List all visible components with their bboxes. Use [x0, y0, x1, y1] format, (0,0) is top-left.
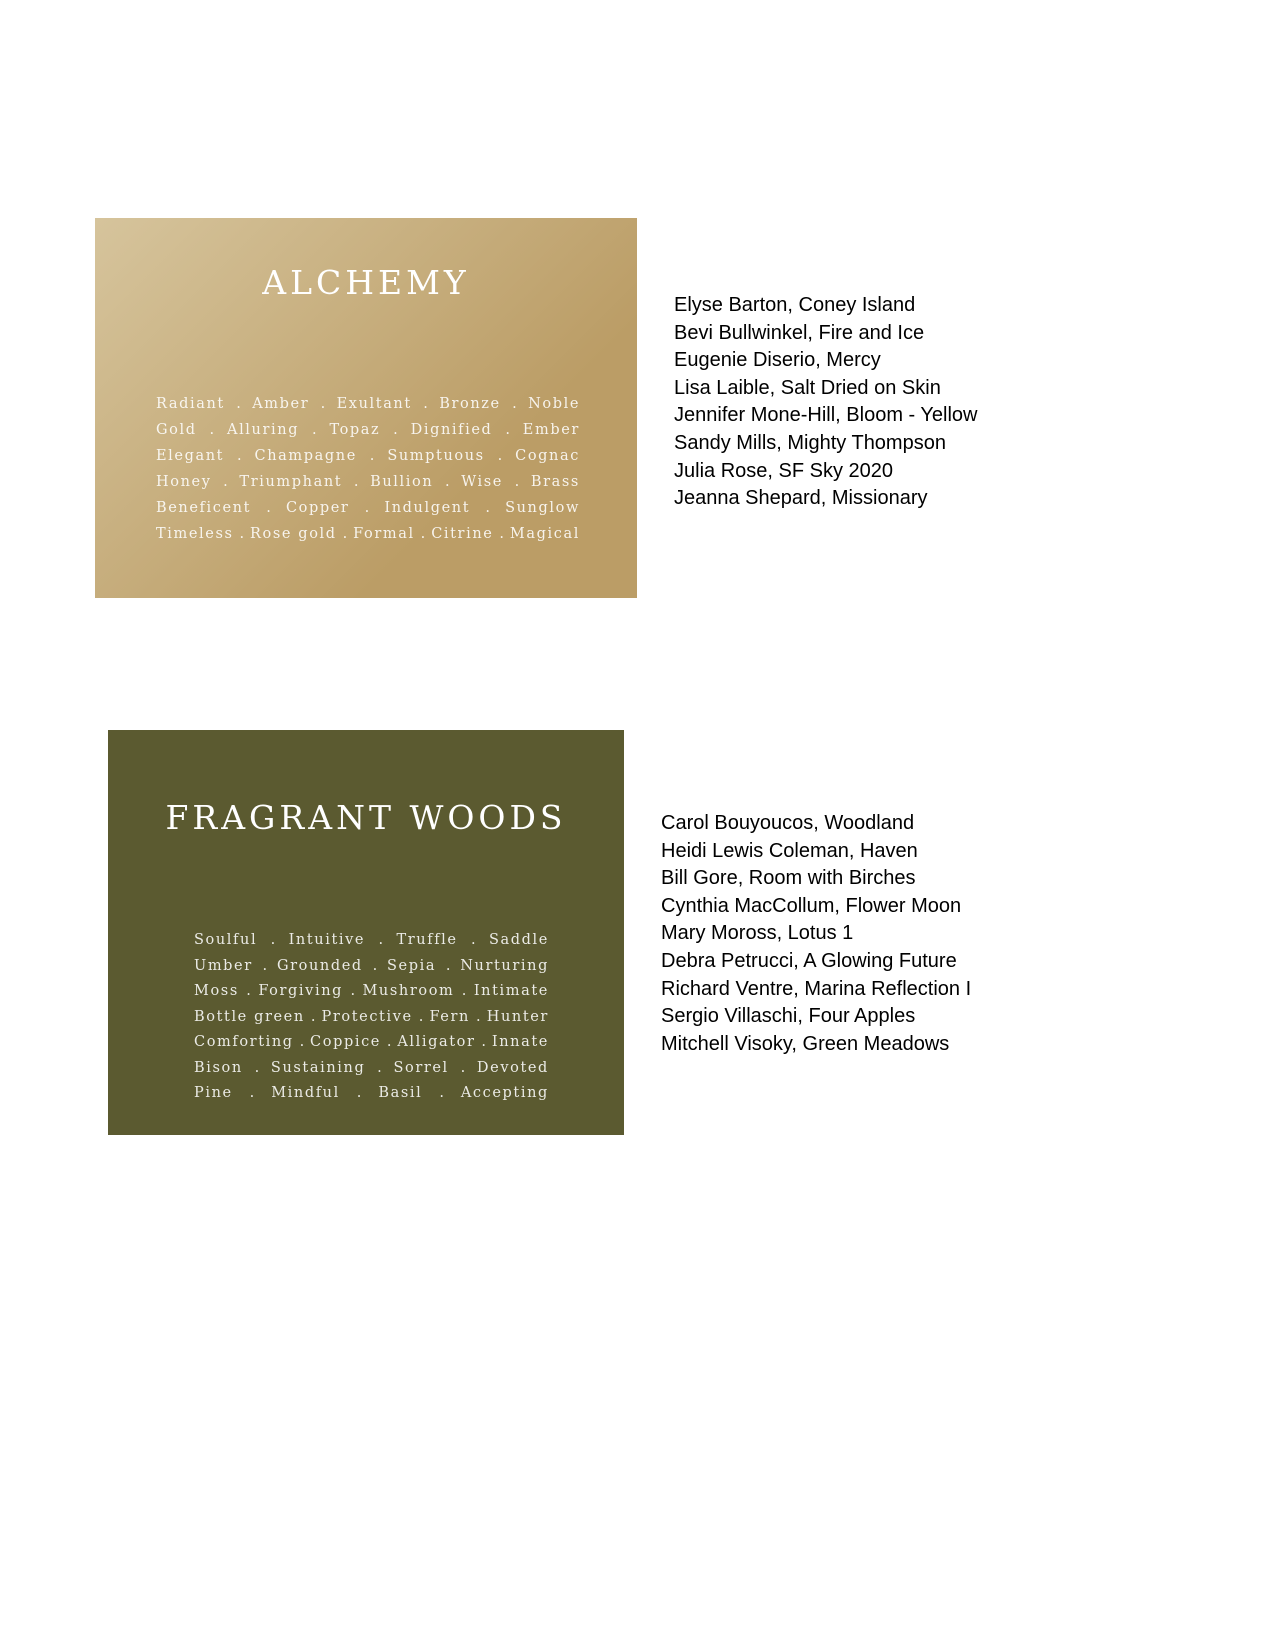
- word-separator: .: [320, 396, 326, 412]
- swatch-word: Amber: [252, 396, 310, 412]
- word-separator: .: [439, 1085, 444, 1101]
- swatch-word: Elegant: [156, 448, 225, 464]
- swatch-word: Nurturing: [460, 957, 549, 974]
- word-line: [194, 1034, 549, 1060]
- word-separator: .: [393, 422, 398, 438]
- swatch-word: Truffle: [396, 932, 458, 948]
- swatch-word: Topaz: [329, 422, 381, 438]
- swatch-word: Bronze: [439, 396, 501, 412]
- word-separator: .: [512, 396, 517, 412]
- swatch-word: Forgiving: [258, 983, 344, 999]
- word-separator: .: [350, 983, 356, 999]
- alchemy-word-list: [156, 396, 580, 552]
- swatch-word: Sumptuous: [387, 448, 485, 464]
- swatch-word: Coppice: [310, 1034, 381, 1050]
- swatch-word: Soulful: [194, 932, 258, 948]
- swatch-word: Protective: [321, 1008, 413, 1025]
- swatch-word: Sorrel: [393, 1059, 449, 1076]
- fragrant-woods-title: FRAGRANT WOODS: [165, 798, 567, 837]
- word-line: [194, 1009, 549, 1035]
- word-separator: .: [485, 500, 490, 516]
- word-separator: .: [418, 1008, 424, 1025]
- artist-entry: Cynthia MacCollum, Flower Moon: [661, 894, 962, 917]
- word-separator: .: [378, 932, 384, 948]
- swatch-word: Umber: [194, 957, 253, 974]
- word-separator: .: [505, 422, 510, 438]
- swatch-word: Honey: [156, 474, 212, 490]
- word-separator: .: [497, 448, 503, 464]
- word-separator: .: [470, 932, 476, 948]
- word-line: [194, 1085, 549, 1111]
- word-line: [156, 396, 580, 422]
- word-line: [156, 474, 580, 500]
- swatch-word: Indulgent: [384, 500, 471, 516]
- swatch-word: Radiant: [156, 396, 225, 412]
- fragrant-woods-word-list: [194, 932, 549, 1111]
- artist-entry: Richard Ventre, Marina Reflection I: [661, 977, 972, 1000]
- swatch-word: Noble: [528, 396, 580, 412]
- artist-entry: Sergio Villaschi, Four Apples: [661, 1005, 916, 1028]
- swatch-word: Pine: [194, 1085, 233, 1101]
- swatch-word: Rose gold: [250, 526, 337, 542]
- swatch-word: Intimate: [473, 983, 549, 999]
- word-separator: .: [444, 474, 450, 490]
- artist-entry: Bill Gore, Room with Birches: [661, 867, 916, 890]
- word-separator: .: [460, 1059, 466, 1076]
- word-separator: .: [377, 1059, 382, 1076]
- swatch-word: Moss: [194, 983, 239, 999]
- swatch-word: Grounded: [276, 957, 363, 974]
- word-line: [156, 448, 580, 474]
- swatch-word: Cognac: [515, 448, 580, 464]
- artist-entry: Lisa Laible, Salt Dried on Skin: [674, 376, 941, 399]
- word-separator: .: [236, 396, 241, 412]
- artist-entry: Elyse Barton, Coney Island: [674, 294, 916, 316]
- word-separator: .: [353, 474, 359, 490]
- artist-entry: Jeanna Shepard, Missionary: [674, 487, 928, 510]
- word-separator: .: [223, 474, 228, 490]
- word-separator: .: [369, 448, 375, 464]
- artist-entry: Jennifer Mone-Hill, Bloom - Yellow: [674, 404, 978, 427]
- swatch-word: Formal: [353, 526, 415, 542]
- artist-entry: Mary Moross, Lotus 1: [661, 922, 854, 945]
- swatch-word: Citrine: [431, 526, 494, 542]
- word-separator: .: [270, 932, 276, 948]
- swatch-word: Brass: [530, 474, 580, 490]
- word-separator: .: [499, 526, 504, 542]
- word-separator: .: [249, 1085, 255, 1101]
- artist-entry: Sandy Mills, Mighty Thompson: [674, 431, 946, 454]
- swatch-word: Timeless: [156, 526, 234, 542]
- swatch-word: Mushroom: [362, 983, 455, 999]
- swatch-word: Exultant: [336, 396, 412, 412]
- word-separator: .: [299, 1034, 305, 1050]
- artist-entry: Heidi Lewis Coleman, Haven: [661, 839, 918, 862]
- artist-entry: Eugenie Diserio, Mercy: [674, 349, 881, 372]
- swatch-word: Bullion: [370, 474, 434, 490]
- swatch-word: Magical: [509, 526, 580, 542]
- word-separator: .: [209, 422, 215, 438]
- artist-entry: Carol Bouyoucos, Woodland: [661, 812, 915, 834]
- word-separator: .: [356, 1085, 362, 1101]
- word-separator: .: [237, 448, 242, 464]
- swatch-word: Champagne: [254, 448, 357, 464]
- word-separator: .: [481, 1034, 487, 1050]
- swatch-word: Intuitive: [288, 932, 366, 948]
- word-separator: .: [445, 957, 451, 974]
- swatch-word: Gold: [156, 422, 197, 438]
- word-line: [156, 500, 580, 526]
- swatch-word: Mindful: [271, 1085, 340, 1101]
- swatch-word: Alluring: [227, 422, 300, 438]
- word-separator: .: [364, 500, 370, 516]
- word-separator: .: [239, 526, 245, 542]
- swatch-word: Basil: [378, 1085, 423, 1101]
- artist-entry: Debra Petrucci, A Glowing Future: [661, 949, 957, 972]
- word-separator: .: [311, 422, 317, 438]
- word-separator: .: [372, 957, 378, 974]
- word-line: [194, 1060, 549, 1086]
- word-separator: .: [386, 1034, 392, 1050]
- word-line: [194, 958, 549, 984]
- swatch-word: Comforting: [194, 1034, 294, 1050]
- word-separator: .: [461, 983, 467, 999]
- word-separator: .: [246, 983, 251, 999]
- swatch-word: Triumphant: [239, 474, 343, 490]
- word-separator: .: [514, 474, 520, 490]
- swatch-word: Bison: [194, 1059, 243, 1076]
- swatch-word: Saddle: [488, 932, 549, 948]
- word-separator: .: [342, 526, 348, 542]
- word-line: [156, 422, 580, 448]
- swatch-word: Beneficent: [156, 500, 252, 516]
- alchemy-artist-list: [674, 292, 977, 513]
- word-separator: .: [310, 1008, 316, 1025]
- swatch-word: Sustaining: [270, 1059, 366, 1076]
- swatch-word: Accepting: [460, 1085, 549, 1101]
- word-line: [156, 526, 580, 552]
- swatch-word: Devoted: [476, 1059, 549, 1076]
- word-separator: .: [476, 1008, 481, 1025]
- fragrant-woods-artist-list: [661, 810, 971, 1058]
- artist-entry: Mitchell Visoky, Green Meadows: [661, 1032, 950, 1055]
- swatch-word: Dignified: [410, 422, 493, 438]
- word-separator: .: [420, 526, 426, 542]
- artist-entry: Bevi Bullwinkel, Fire and Ice: [674, 321, 925, 344]
- swatch-word: Innate: [491, 1034, 549, 1050]
- swatch-word: Copper: [285, 500, 350, 516]
- swatch-word: Wise: [461, 474, 503, 490]
- word-line: [194, 983, 549, 1009]
- swatch-word: Alligator: [397, 1034, 476, 1050]
- swatch-word: Bottle green: [194, 1008, 305, 1025]
- swatch-word: Sunglow: [505, 500, 580, 516]
- artist-entry: Julia Rose, SF Sky 2020: [674, 459, 893, 482]
- swatch-word: Hunter: [486, 1008, 549, 1025]
- word-separator: .: [262, 957, 268, 974]
- fragrant-woods-swatch: [108, 730, 624, 1135]
- word-separator: .: [266, 500, 271, 516]
- swatch-word: Ember: [522, 422, 580, 438]
- alchemy-swatch: [95, 218, 637, 598]
- swatch-word: Sepia: [386, 957, 437, 974]
- word-separator: .: [254, 1059, 260, 1076]
- word-line: [194, 932, 549, 958]
- alchemy-title: ALCHEMY: [262, 263, 470, 302]
- word-separator: .: [423, 396, 428, 412]
- swatch-word: Fern: [429, 1008, 470, 1025]
